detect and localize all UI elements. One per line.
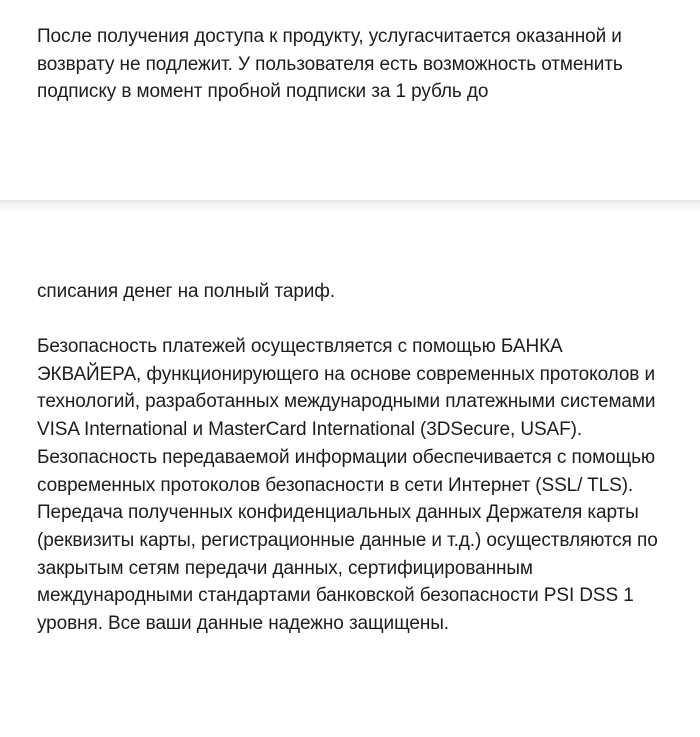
refund-policy-paragraph-start: После получения доступа к продукту, услугасчитается оказанной и возврату не подлежит. У пользователя есть возможность отменить подписку в момент пробной подписки за 1 рубль до bbox=[37, 26, 623, 103]
page-break-divider bbox=[0, 200, 700, 211]
payment-security-paragraph: Безопасность платежей осуществляется с помощью БАНКА ЭКВАЙЕРА, функционирующего на основе современных протоколов и технологий, разработанных международными платежными системами VISA International и MasterCard International (3DSecure, USAF). Безопасность передаваемой информации обеспечивается с помощью современных протоколов безопасности в сети Интернет (SSL/ TLS). Передача полученных конфиденциальных данных Держателя карты (реквизиты карты, регистрационные данные и т.д.) осуществляются по закрытым сетям передачи данных, сертифицированным международными стандартами банковской безопасности PSI DSS 1 уровня. Все ваши данные надежно защищены. bbox=[37, 336, 658, 635]
refund-policy-paragraph-end: списания денег на полный тариф. bbox=[37, 281, 336, 302]
